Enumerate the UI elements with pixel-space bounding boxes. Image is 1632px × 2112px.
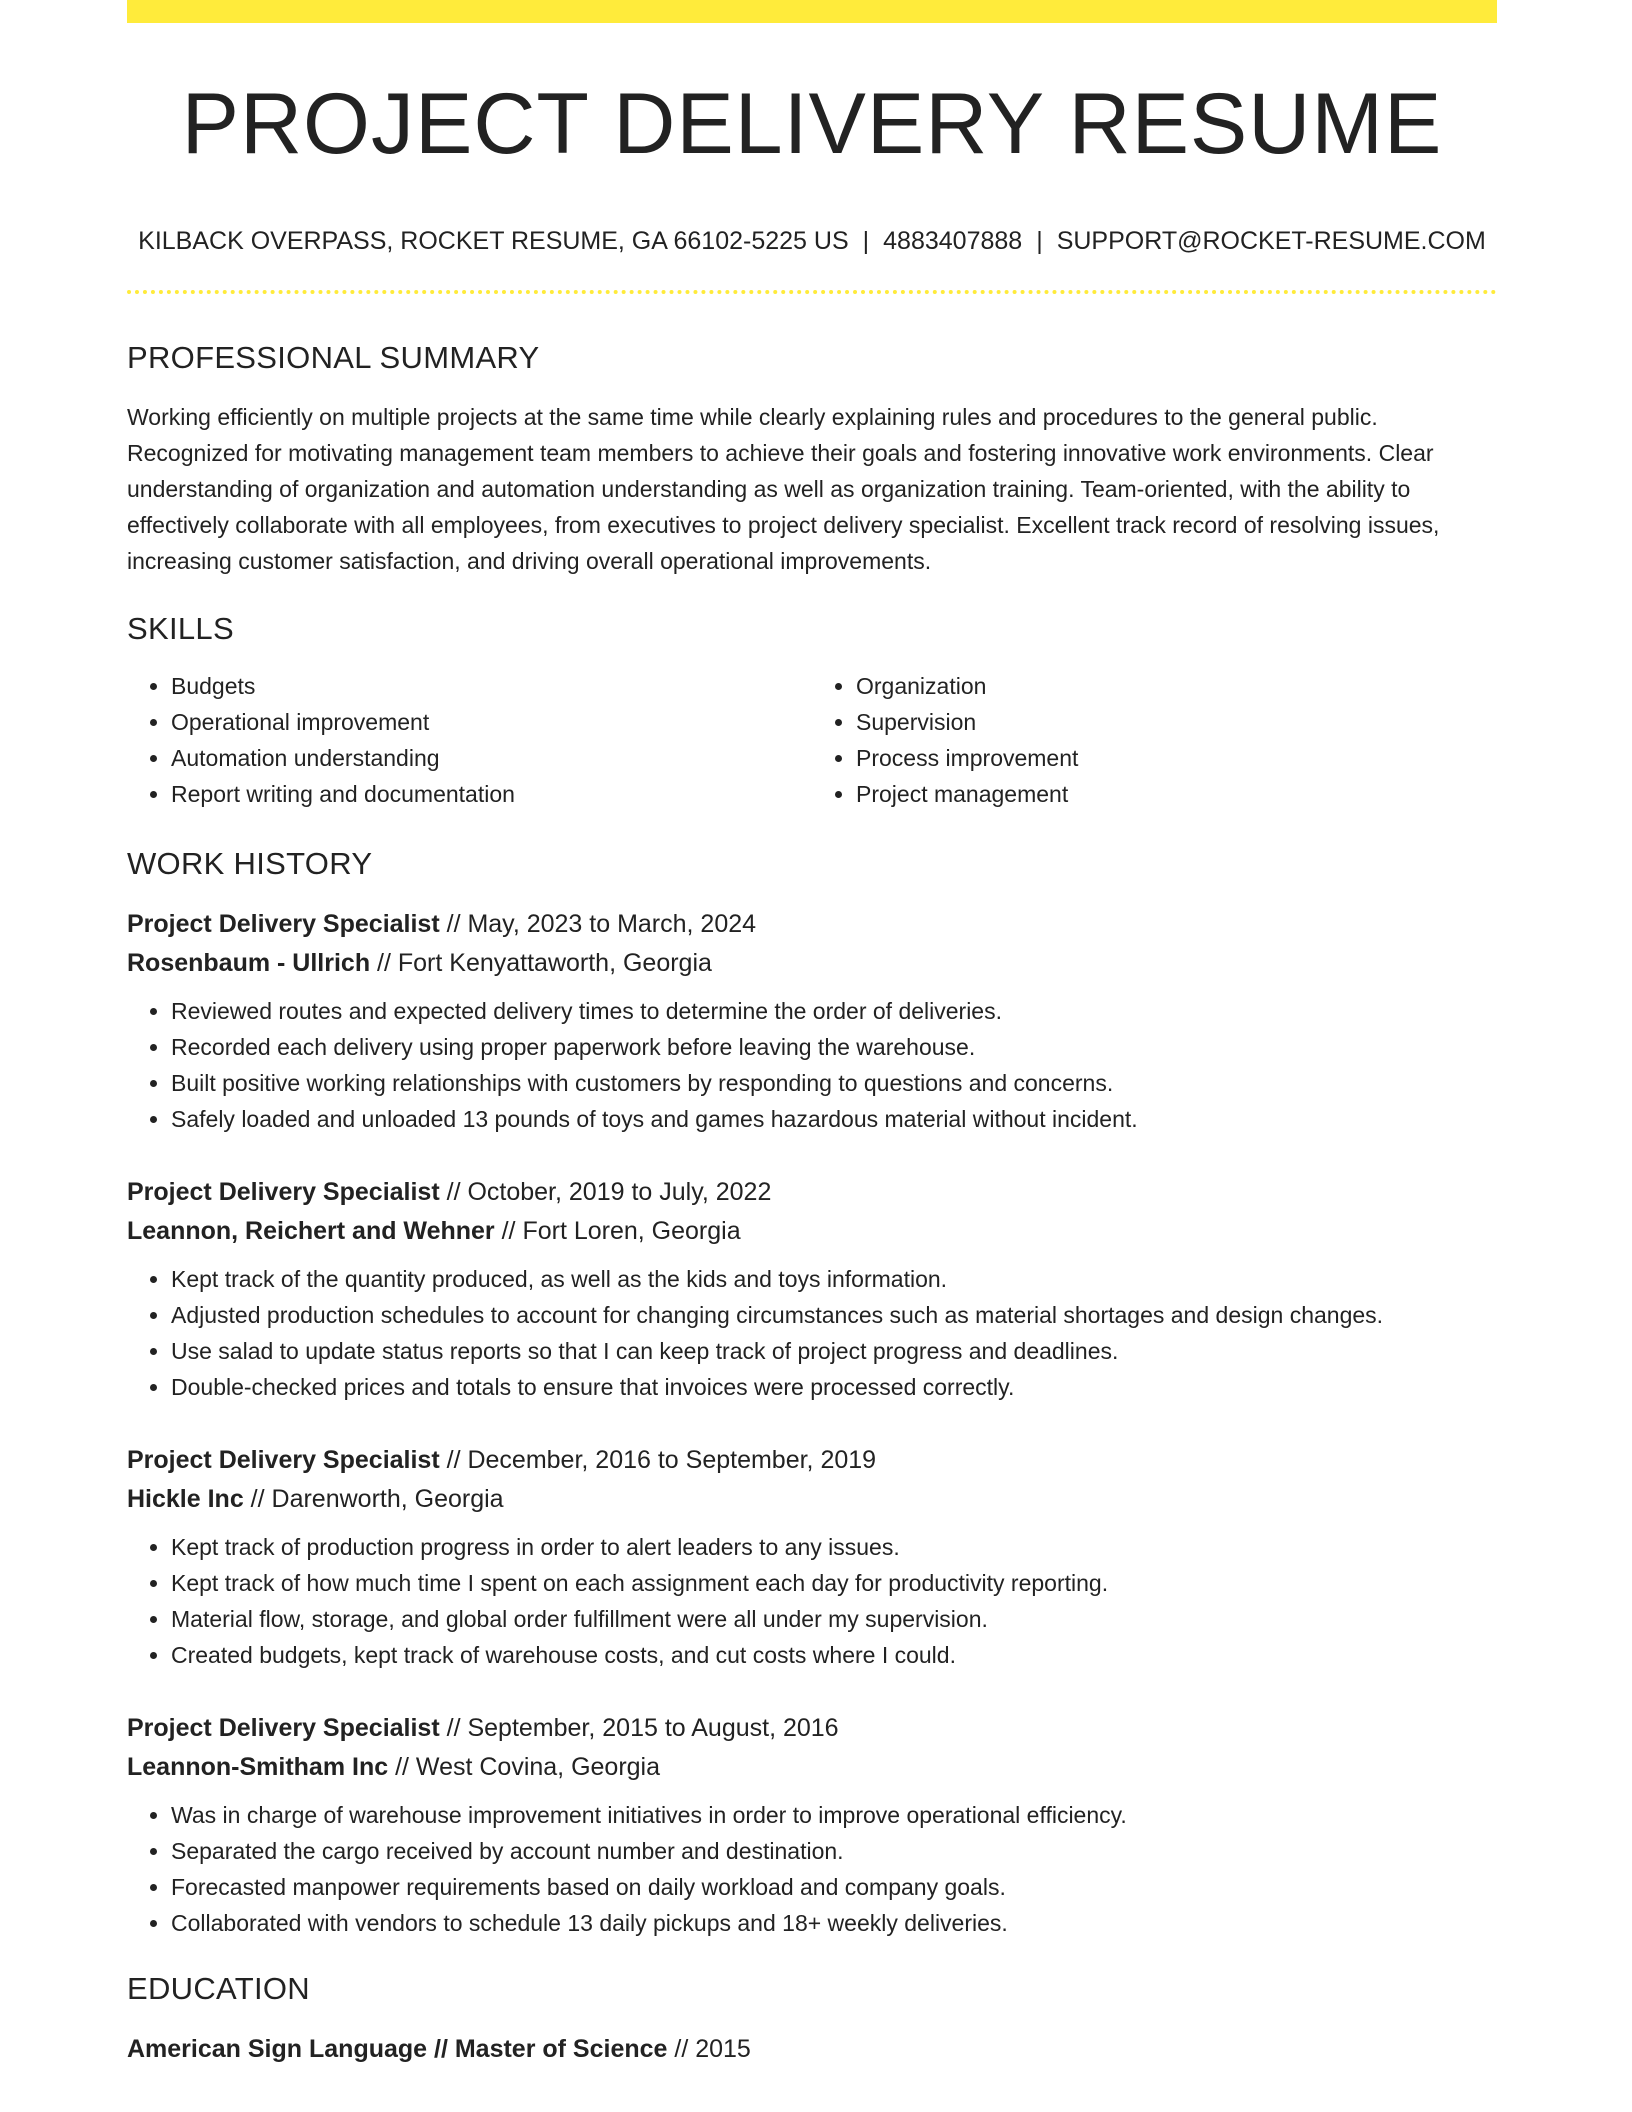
skill-item: • Budgets — [171, 668, 812, 704]
skill-item: • Organization — [856, 668, 1497, 704]
education-degree: American Sign Language // Master of Science — [127, 2035, 668, 2063]
job-bullet: • Separated the cargo received by account number and destination. — [171, 1833, 1497, 1869]
job-title-line — [127, 1709, 1497, 1748]
skills-column-right — [812, 668, 1497, 812]
job-title-line — [127, 905, 1497, 944]
job-entry — [127, 1709, 1497, 1941]
dotted-divider — [127, 290, 1497, 294]
job-entry — [127, 1441, 1497, 1673]
job-bullets — [127, 1261, 1497, 1405]
job-location: // Darenworth, Georgia — [243, 1485, 504, 1513]
job-bullets — [127, 1797, 1497, 1941]
accent-top-bar — [127, 0, 1497, 23]
skills-grid — [127, 668, 1497, 812]
job-bullet: • Forecasted manpower requirements based on daily workload and company goals. — [171, 1869, 1497, 1905]
job-location: // Fort Loren, Georgia — [494, 1217, 741, 1245]
job-bullet: • Built positive working relationships with customers by responding to questions and concerns. — [171, 1065, 1497, 1101]
job-bullet: • Kept track of production progress in order to alert leaders to any issues. — [171, 1529, 1497, 1565]
job-title: Project Delivery Specialist — [127, 1446, 440, 1474]
job-bullet: • Collaborated with vendors to schedule 13 daily pickups and 18+ weekly deliveries. — [171, 1905, 1497, 1941]
job-company-line — [127, 1212, 1497, 1251]
job-bullet: • Safely loaded and unloaded 13 pounds of toys and games hazardous material without incident. — [171, 1101, 1497, 1137]
job-dates: // September, 2015 to August, 2016 — [439, 1714, 839, 1742]
contact-address: KILBACK OVERPASS, ROCKET RESUME, GA 66102-5225 US — [138, 227, 849, 255]
skill-item: • Report writing and documentation — [171, 776, 812, 812]
job-location: // Fort Kenyattaworth, Georgia — [370, 949, 712, 977]
job-bullet: • Created budgets, kept track of warehouse costs, and cut costs where I could. — [171, 1637, 1497, 1673]
job-title-line — [127, 1173, 1497, 1212]
contact-email: SUPPORT@ROCKET-RESUME.COM — [1056, 227, 1486, 255]
job-bullets — [127, 1529, 1497, 1673]
job-company-line — [127, 1748, 1497, 1787]
job-bullet: • Kept track of the quantity produced, as well as the kids and toys information. — [171, 1261, 1497, 1297]
job-location: // West Covina, Georgia — [388, 1753, 661, 1781]
resume-page — [127, 0, 1497, 2069]
job-company: Leannon-Smitham Inc — [127, 1753, 389, 1781]
job-company: Hickle Inc — [127, 1485, 244, 1513]
job-bullet: • Kept track of how much time I spent on each assignment each day for productivity reporting. — [171, 1565, 1497, 1601]
job-bullet: • Reviewed routes and expected delivery times to determine the order of deliveries. — [171, 993, 1497, 1029]
job-company: Leannon, Reichert and Wehner — [127, 1217, 495, 1245]
job-bullet: • Recorded each delivery using proper paperwork before leaving the warehouse. — [171, 1029, 1497, 1065]
job-company-line — [127, 944, 1497, 983]
job-bullet: • Double-checked prices and totals to ensure that invoices were processed correctly. — [171, 1369, 1497, 1405]
education-heading: EDUCATION — [127, 1971, 310, 2006]
work-history-heading: WORK HISTORY — [127, 846, 373, 881]
job-company-line — [127, 1480, 1497, 1519]
skill-item: • Automation understanding — [171, 740, 812, 776]
job-title-line — [127, 1441, 1497, 1480]
job-title: Project Delivery Specialist — [127, 1178, 440, 1206]
skill-item: • Operational improvement — [171, 704, 812, 740]
contact-separator: | — [1036, 227, 1043, 255]
job-entry — [127, 905, 1497, 1137]
skill-item: • Supervision — [856, 704, 1497, 740]
job-bullet: • Adjusted production schedules to account for changing circumstances such as material shortages and design changes. — [171, 1297, 1497, 1333]
job-bullet: • Was in charge of warehouse improvement initiatives in order to improve operational efficiency. — [171, 1797, 1497, 1833]
job-bullet: • Use salad to update status reports so that I can keep track of project progress and deadlines. — [171, 1333, 1497, 1369]
skills-heading: SKILLS — [127, 611, 234, 646]
education-year: // 2015 — [667, 2035, 751, 2063]
job-dates: // May, 2023 to March, 2024 — [439, 910, 757, 938]
skill-item: • Process improvement — [856, 740, 1497, 776]
contact-line — [127, 229, 1497, 254]
resume-title: PROJECT DELIVERY RESUME — [181, 76, 1443, 172]
contact-phone: 4883407888 — [883, 227, 1023, 255]
education-entry — [127, 2030, 1497, 2069]
job-title: Project Delivery Specialist — [127, 1714, 440, 1742]
job-dates: // December, 2016 to September, 2019 — [439, 1446, 877, 1474]
summary-heading: PROFESSIONAL SUMMARY — [127, 340, 540, 375]
job-title: Project Delivery Specialist — [127, 910, 440, 938]
skills-column-left — [127, 668, 812, 812]
skill-item: • Project management — [856, 776, 1497, 812]
job-company: Rosenbaum - Ullrich — [127, 949, 371, 977]
job-bullets — [127, 993, 1497, 1137]
contact-separator: | — [862, 227, 870, 255]
job-bullet: • Material flow, storage, and global order fulfillment were all under my supervision. — [171, 1601, 1497, 1637]
summary-text: Working efficiently on multiple projects at the same time while clearly explaining rules and procedures to the general public. Recognized for motivating management team members to achieve their goals and fostering innovative work environments. Clear understanding of organization and automation understanding as well as organization training. Team-oriented, with the ability to effectively collaborate with all employees, from executives to project delivery specialist. Excellent track record of resolving issues, increasing customer satisfaction, and driving overall operational improvements. — [127, 404, 1440, 574]
job-dates: // October, 2019 to July, 2022 — [439, 1178, 772, 1206]
job-entry — [127, 1173, 1497, 1405]
